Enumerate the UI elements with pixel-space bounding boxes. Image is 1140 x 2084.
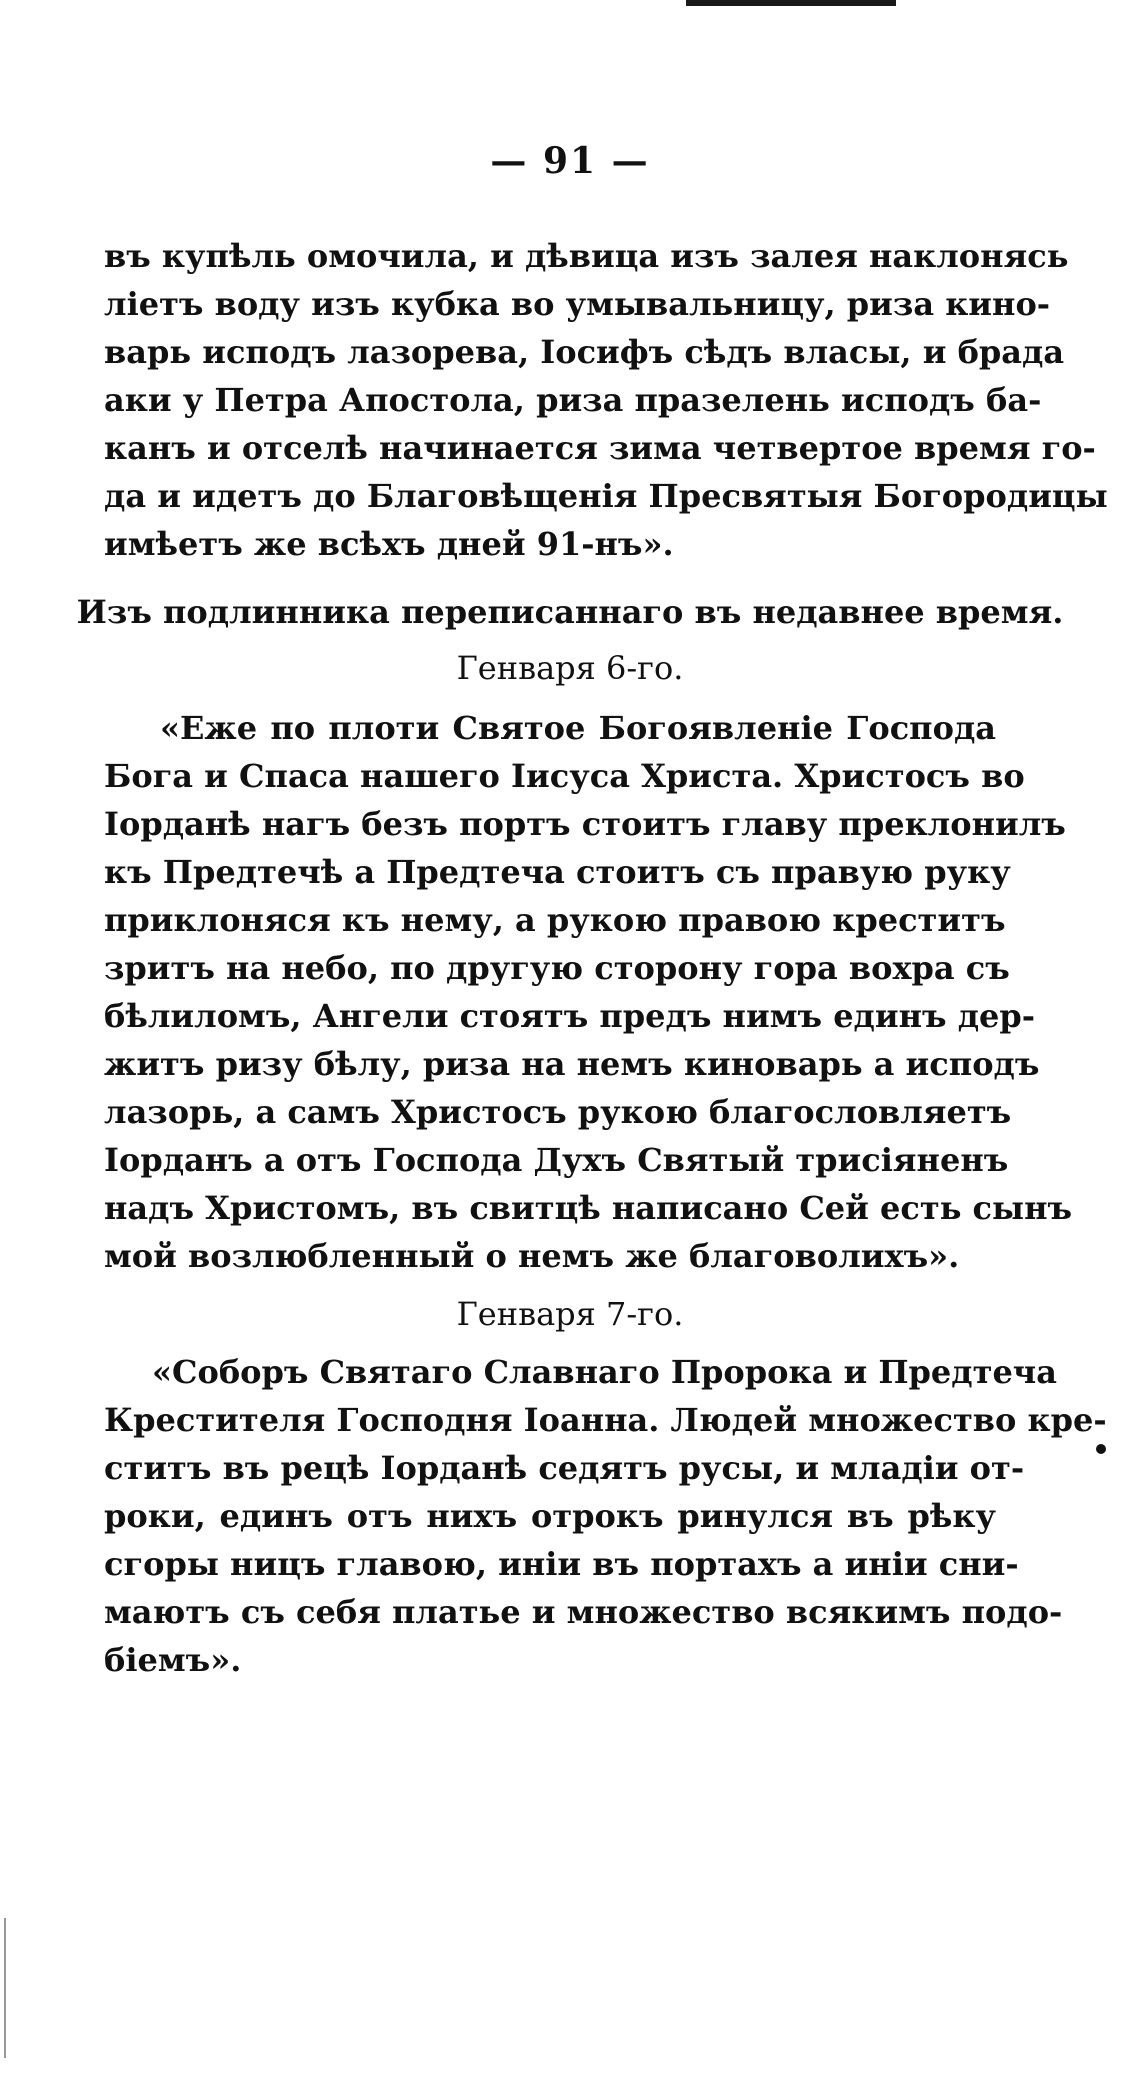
text-line: лазорь, а самъ Христосъ рукою благословляетъ	[104, 1093, 1012, 1131]
source-note: Изъ подлинника переписаннаго въ недавнее время.	[76, 593, 1064, 631]
text-line: приклоняся къ нему, а рукою правою креститъ	[104, 901, 1006, 939]
text-line: ліетъ воду изъ кубка во умывальницу, риза кино-	[104, 285, 1051, 323]
page-number: — 91 —	[490, 140, 650, 182]
text-line: мой возлюбленный о немъ же благоволихъ».	[104, 1237, 960, 1275]
text-line: Крестителя Господня Іоанна. Людей множество кре-	[104, 1401, 1107, 1439]
text-line: Іорданѣ нагъ безъ портъ стоитъ главу преклонилъ	[104, 805, 1066, 843]
paragraph-2	[104, 704, 1073, 1280]
text-line: «Соборъ Святаго Славнаго Пророка и Предтеча	[152, 1353, 1057, 1391]
top-edge-rule	[686, 0, 896, 6]
text-line: къ Предтечѣ а Предтеча стоитъ съ правую руку	[104, 853, 1011, 891]
text-line: въ купѣль омочила, и дѣвица изъ залея наклонясь	[104, 237, 1069, 275]
text-line: Іорданъ а отъ Господа Духъ Святый трисіяненъ	[104, 1141, 1009, 1179]
text-line: бѣлиломъ, Ангели стоятъ предъ нимъ единъ дер-	[104, 997, 1036, 1035]
text-line: варь исподъ лазорева, Іосифъ сѣдъ власы, и брада	[104, 333, 1065, 371]
text-line: сгоры ницъ главою, иніи въ портахъ а иніи сни-	[104, 1545, 1019, 1583]
text-line: да и идетъ до Благовѣщенія Пресвятыя Богородицы	[104, 477, 1108, 515]
paragraph-3	[104, 1348, 1107, 1684]
text-line: ститъ въ рецѣ Іорданѣ седятъ русы, и младіи от-	[104, 1449, 1025, 1487]
text-line: маютъ съ себя платье и множество всякимъ подо-	[104, 1593, 1063, 1631]
section-heading-jan-6: Генваря 6-го.	[456, 649, 684, 687]
text-line: зритъ на небо, по другую сторону гора вохра съ	[104, 949, 1010, 987]
margin-scan-line	[4, 1918, 6, 2058]
ink-speck	[1096, 1444, 1106, 1454]
text-line: имѣетъ же всѣхъ дней 91-нъ».	[104, 525, 674, 563]
text-line: надъ Христомъ, въ свитцѣ написано Сей есть сынъ	[104, 1189, 1073, 1227]
text-line: роки, единъ отъ нихъ отрокъ ринулся въ рѣку	[104, 1497, 996, 1535]
text-line: житъ ризу бѣлу, риза на немъ киноварь а исподъ	[104, 1045, 1040, 1083]
section-heading-jan-7: Генваря 7-го.	[456, 1295, 684, 1333]
text-line: «Еже по плоти Святое Богоявленіе Господа	[160, 709, 996, 747]
paragraph-1	[104, 232, 1108, 568]
text-line: аки у Петра Апостола, риза празелень исподъ ба-	[104, 381, 1042, 419]
text-line: Бога и Спаса нашего Іисуса Христа. Христосъ во	[104, 757, 1025, 795]
text-line: канъ и отселѣ начинается зима четвертое время го-	[104, 429, 1096, 467]
text-line: біемъ».	[104, 1641, 242, 1679]
